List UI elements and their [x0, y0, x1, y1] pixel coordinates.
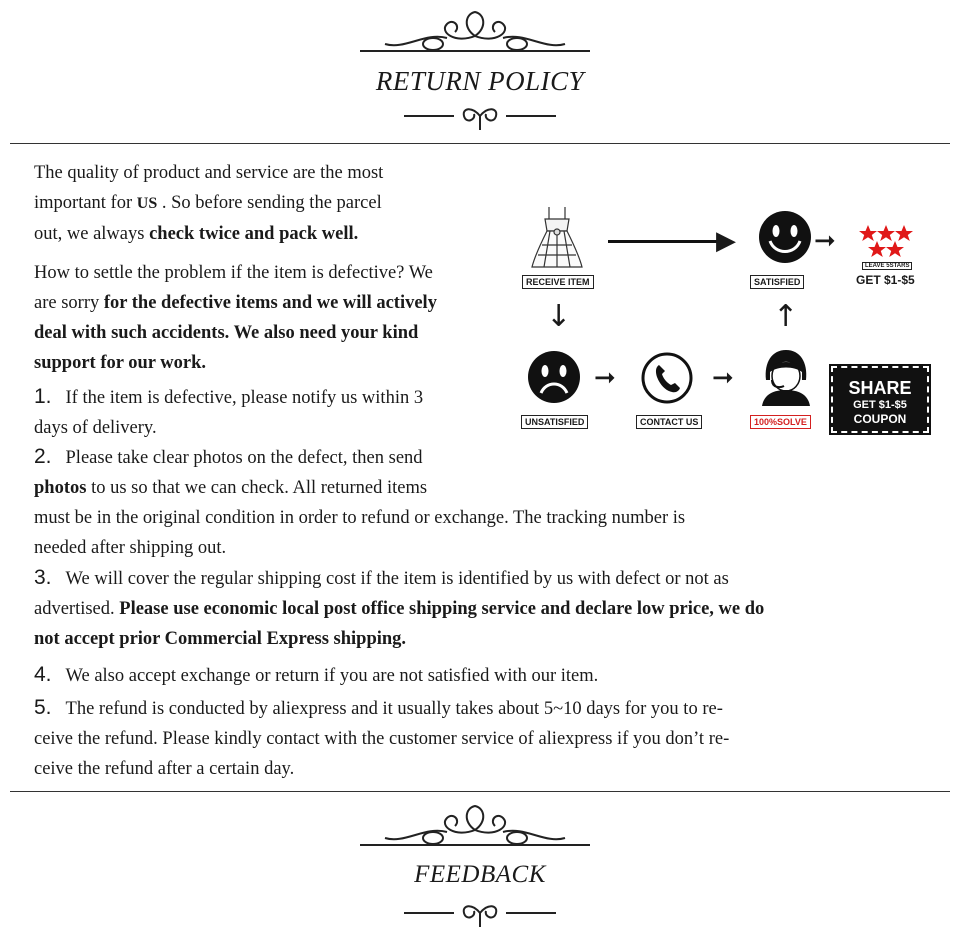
arrow-down: ↓ — [546, 299, 572, 334]
contact-us-label: CONTACT US — [636, 415, 702, 429]
settle-line-1: How to settle the problem if the item is defective? We — [34, 263, 433, 283]
step-3: 3. We will cover the regular shipping cost if the item is identified by us with defect or not as advertised. Please use economic local post office shipping service and declare low price, we do not accept prior Commercial Express shipping. — [34, 566, 765, 649]
smiley-face-icon — [757, 209, 813, 265]
step-5: 5. The refund is conducted by aliexpress and it usually takes about 5~10 days for you to re- ceive the refund. Please kindly contact with the customer service of aliexpress if you don’t re- ceive the refund after a certain day. — [34, 696, 730, 779]
arrow-up: ↑ — [773, 299, 799, 334]
satisfied-label: SATISFIED — [750, 275, 804, 289]
arrow-right-to-contact: ➞ — [594, 363, 616, 393]
support-agent-icon — [758, 346, 814, 406]
step-1: 1. If the item is defective, please notify us within 3 days of delivery. — [34, 385, 424, 438]
arrow-right-head: ▶ — [716, 226, 736, 256]
page-title: RETURN POLICY — [375, 66, 585, 96]
bottom-ornament — [355, 800, 595, 858]
sad-face-icon — [526, 349, 582, 405]
arrow-right-long — [608, 240, 730, 243]
intro-line-3: out, we always check twice and pack well. — [34, 224, 359, 244]
bottom-divider — [10, 791, 950, 792]
leave-stars-label: LEAVE 5STARS — [862, 262, 912, 270]
intro-line-1: The quality of product and service are the most — [34, 163, 384, 183]
phone-icon — [640, 351, 694, 405]
settle-paragraph — [34, 258, 534, 378]
receive-item-label: RECEIVE ITEM — [522, 275, 594, 289]
title-underline-ornament — [400, 98, 560, 134]
unsatisfied-label: UNSATISFIED — [521, 415, 588, 429]
get-reward-text: GET $1-$5 — [856, 273, 915, 287]
arrow-right-to-solve: ➞ — [712, 363, 734, 393]
share-text: SHARE — [848, 378, 912, 398]
settle-line-2: are sorry for the defective items and we will actively — [34, 293, 437, 313]
dress-icon — [530, 205, 584, 271]
settle-line-4: support for our work. — [34, 353, 207, 373]
top-ornament — [355, 6, 595, 64]
feedback-title: FEEDBACK — [414, 861, 546, 888]
top-divider — [10, 143, 950, 144]
five-stars-icon — [858, 223, 914, 261]
arrow-right-to-stars: ➞ — [814, 226, 836, 256]
feedback-underline-ornament — [400, 895, 560, 931]
solve-label: 100%SOLVE — [750, 415, 811, 429]
share-coupon-badge — [831, 366, 929, 433]
intro-line-2: important for US . So before sending the parcel — [34, 193, 382, 213]
coupon-text: COUPON — [853, 412, 907, 426]
step-2: 2. Please take clear photos on the defect, then send photos to us so that we can check. All returned items must be in the original condition in order to refund or exchange. The tracking number is needed after shipping out. — [34, 445, 686, 558]
intro-paragraph — [34, 158, 514, 249]
step-4: 4. We also accept exchange or return if you are not satisfied with our item. — [34, 663, 599, 686]
settle-line-3: deal with such accidents. We also need your kind — [34, 323, 419, 343]
share-get-text: GET $1-$5 — [853, 399, 907, 411]
